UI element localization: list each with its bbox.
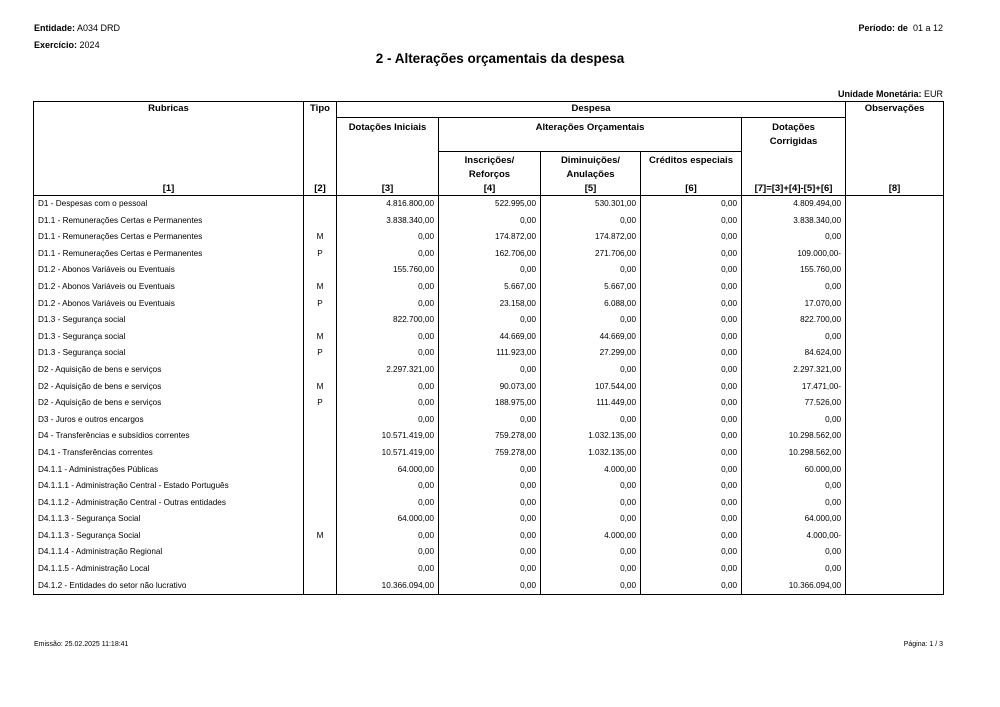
- cell-dotacoes-corrigidas: 0,00: [742, 478, 846, 495]
- cell-rubrica: D4.1.1.4 - Administração Regional: [34, 544, 304, 561]
- cell-creditos-especiais: 0,00: [641, 213, 742, 230]
- cell-dotacoes-iniciais: 822.700,00: [337, 312, 439, 329]
- cell-dotacoes-iniciais: 0,00: [337, 345, 439, 362]
- cell-creditos-especiais: 0,00: [641, 379, 742, 396]
- cell-tipo: [304, 196, 337, 213]
- table-row: [34, 561, 944, 578]
- page-title: 2 - Alterações orçamentais da despesa: [375, 51, 625, 66]
- cell-diminuicoes: 0,00: [541, 495, 641, 512]
- cell-inscricoes: 0,00: [439, 478, 541, 495]
- cell-rubrica: D4.1.1.1 - Administração Central - Estado Português: [34, 478, 304, 495]
- cell-inscricoes: 0,00: [439, 312, 541, 329]
- cell-dotacoes-iniciais: 0,00: [337, 279, 439, 296]
- header-inscricoes: [439, 152, 541, 183]
- header-empty: [34, 118, 304, 152]
- table-row: [34, 379, 944, 396]
- header-rubricas: Rubricas: [34, 102, 304, 118]
- header-alteracoes-orcamentais: Alterações Orçamentais: [439, 118, 742, 152]
- cell-creditos-especiais: 0,00: [641, 329, 742, 346]
- page-number: Página: 1 / 3: [903, 641, 943, 648]
- cell-tipo: [304, 412, 337, 429]
- cell-rubrica: D2 - Aquisição de bens e serviços: [34, 395, 304, 412]
- cell-dotacoes-iniciais: 10.571.419,00: [337, 428, 439, 445]
- table-row: [34, 312, 944, 329]
- header-dotacoes-iniciais: Dotações Iniciais: [337, 118, 439, 152]
- table-row: [34, 578, 944, 595]
- table-row: [34, 395, 944, 412]
- cell-inscricoes: 0,00: [439, 528, 541, 545]
- cell-inscricoes: 0,00: [439, 544, 541, 561]
- cell-diminuicoes: 5.667,00: [541, 279, 641, 296]
- cell-dotacoes-corrigidas: 109.000,00-: [742, 246, 846, 263]
- cell-dotacoes-corrigidas: 84.624,00: [742, 345, 846, 362]
- cell-dotacoes-corrigidas: 4.809.494,00: [742, 196, 846, 213]
- cell-rubrica: D2 - Aquisição de bens e serviços: [34, 362, 304, 379]
- table-row: [34, 246, 944, 263]
- cell-tipo: [304, 511, 337, 528]
- cell-observacoes: [846, 196, 944, 213]
- cell-creditos-especiais: 0,00: [641, 345, 742, 362]
- cell-dotacoes-iniciais: 155.760,00: [337, 262, 439, 279]
- cell-observacoes: [846, 279, 944, 296]
- cell-rubrica: D1.3 - Segurança social: [34, 312, 304, 329]
- cell-tipo: [304, 561, 337, 578]
- cell-observacoes: [846, 478, 944, 495]
- cell-inscricoes: 0,00: [439, 561, 541, 578]
- cell-creditos-especiais: 0,00: [641, 445, 742, 462]
- cell-tipo: [304, 262, 337, 279]
- col-index-4: [4]: [439, 182, 541, 196]
- cell-creditos-especiais: 0,00: [641, 544, 742, 561]
- cell-diminuicoes: 0,00: [541, 544, 641, 561]
- cell-diminuicoes: 27.299,00: [541, 345, 641, 362]
- header-dotacoes-corrigidas-l2: Corrigidas: [769, 136, 818, 147]
- cell-dotacoes-corrigidas: 10.298.562,00: [742, 445, 846, 462]
- cell-creditos-especiais: 0,00: [641, 279, 742, 296]
- table-row: [34, 495, 944, 512]
- cell-inscricoes: 5.667,00: [439, 279, 541, 296]
- cell-dotacoes-corrigidas: 64.000,00: [742, 511, 846, 528]
- cell-diminuicoes: 0,00: [541, 412, 641, 429]
- cell-rubrica: D4.1.1.5 - Administração Local: [34, 561, 304, 578]
- periodo-field: [858, 23, 943, 33]
- cell-tipo: [304, 495, 337, 512]
- cell-creditos-especiais: 0,00: [641, 428, 742, 445]
- cell-rubrica: D4.1 - Transferências correntes: [34, 445, 304, 462]
- cell-dotacoes-iniciais: 0,00: [337, 412, 439, 429]
- cell-tipo: [304, 544, 337, 561]
- periodo-label: Período: de: [858, 23, 908, 33]
- header-empty: [304, 118, 337, 152]
- cell-creditos-especiais: 0,00: [641, 578, 742, 595]
- cell-diminuicoes: 0,00: [541, 511, 641, 528]
- cell-tipo: [304, 362, 337, 379]
- table-row: [34, 445, 944, 462]
- cell-dotacoes-iniciais: 0,00: [337, 379, 439, 396]
- cell-inscricoes: 759.278,00: [439, 445, 541, 462]
- col-index-3: [3]: [337, 182, 439, 196]
- cell-dotacoes-iniciais: 0,00: [337, 561, 439, 578]
- cell-tipo: M: [304, 528, 337, 545]
- cell-dotacoes-corrigidas: 4.000,00-: [742, 528, 846, 545]
- cell-rubrica: D1.1 - Remunerações Certas e Permanentes: [34, 246, 304, 263]
- col-index-1: [1]: [34, 182, 304, 196]
- table-row: [34, 478, 944, 495]
- cell-tipo: P: [304, 345, 337, 362]
- cell-dotacoes-iniciais: 0,00: [337, 229, 439, 246]
- header-inscricoes-l1: Inscrições/: [464, 155, 515, 166]
- header-empty: [304, 152, 337, 183]
- table-row: [34, 329, 944, 346]
- cell-observacoes: [846, 213, 944, 230]
- cell-observacoes: [846, 395, 944, 412]
- cell-rubrica: D4.1.1.2 - Administração Central - Outras entidades: [34, 495, 304, 512]
- cell-dotacoes-iniciais: 3.838.340,00: [337, 213, 439, 230]
- cell-dotacoes-iniciais: 64.000,00: [337, 462, 439, 479]
- table-row: [34, 296, 944, 313]
- col-index-7: [7]=[3]+[4]-[5]+[6]: [742, 182, 846, 196]
- cell-diminuicoes: 530.301,00: [541, 196, 641, 213]
- cell-dotacoes-iniciais: 0,00: [337, 329, 439, 346]
- cell-observacoes: [846, 445, 944, 462]
- cell-inscricoes: 0,00: [439, 495, 541, 512]
- cell-tipo: M: [304, 229, 337, 246]
- cell-dotacoes-corrigidas: 10.298.562,00: [742, 428, 846, 445]
- cell-rubrica: D1 - Despesas com o pessoal: [34, 196, 304, 213]
- cell-creditos-especiais: 0,00: [641, 196, 742, 213]
- header-empty: [846, 152, 944, 183]
- table-row: [34, 528, 944, 545]
- table-row: [34, 279, 944, 296]
- cell-diminuicoes: 44.669,00: [541, 329, 641, 346]
- cell-diminuicoes: 107.544,00: [541, 379, 641, 396]
- header-diminuicoes: [541, 152, 641, 183]
- cell-rubrica: D1.2 - Abonos Variáveis ou Eventuais: [34, 296, 304, 313]
- cell-observacoes: [846, 312, 944, 329]
- cell-diminuicoes: 1.032.135,00: [541, 428, 641, 445]
- cell-observacoes: [846, 296, 944, 313]
- cell-tipo: M: [304, 379, 337, 396]
- cell-dotacoes-iniciais: 0,00: [337, 296, 439, 313]
- header-despesa: Despesa: [337, 102, 846, 118]
- cell-creditos-especiais: 0,00: [641, 312, 742, 329]
- cell-tipo: M: [304, 329, 337, 346]
- cell-diminuicoes: 0,00: [541, 478, 641, 495]
- cell-rubrica: D1.2 - Abonos Variáveis ou Eventuais: [34, 262, 304, 279]
- cell-observacoes: [846, 262, 944, 279]
- table-row: [34, 213, 944, 230]
- cell-observacoes: [846, 578, 944, 595]
- cell-dotacoes-corrigidas: 822.700,00: [742, 312, 846, 329]
- table-row: [34, 412, 944, 429]
- cell-tipo: [304, 428, 337, 445]
- cell-observacoes: [846, 462, 944, 479]
- header-tipo: Tipo: [304, 102, 337, 118]
- cell-observacoes: [846, 428, 944, 445]
- cell-tipo: P: [304, 296, 337, 313]
- entidade-value: A034 DRD: [77, 23, 121, 33]
- header-inscricoes-l2: Reforços: [468, 169, 511, 180]
- cell-observacoes: [846, 246, 944, 263]
- cell-creditos-especiais: 0,00: [641, 412, 742, 429]
- table-body: [34, 196, 944, 595]
- exercicio-field: [34, 40, 100, 50]
- cell-diminuicoes: 0,00: [541, 312, 641, 329]
- cell-dotacoes-iniciais: 10.571.419,00: [337, 445, 439, 462]
- cell-diminuicoes: 111.449,00: [541, 395, 641, 412]
- cell-creditos-especiais: 0,00: [641, 495, 742, 512]
- header-empty: [846, 118, 944, 152]
- cell-rubrica: D2 - Aquisição de bens e serviços: [34, 379, 304, 396]
- alteracoes-table: [33, 101, 944, 595]
- cell-dotacoes-corrigidas: 0,00: [742, 544, 846, 561]
- header-empty: [34, 152, 304, 183]
- col-index-5: [5]: [541, 182, 641, 196]
- cell-rubrica: D1.1 - Remunerações Certas e Permanentes: [34, 229, 304, 246]
- table-row: [34, 196, 944, 213]
- cell-inscricoes: 188.975,00: [439, 395, 541, 412]
- cell-rubrica: D4.1.2 - Entidades do setor não lucrativo: [34, 578, 304, 595]
- cell-tipo: [304, 445, 337, 462]
- cell-inscricoes: 0,00: [439, 578, 541, 595]
- cell-creditos-especiais: 0,00: [641, 246, 742, 263]
- cell-dotacoes-corrigidas: 77.526,00: [742, 395, 846, 412]
- col-index-2: [2]: [304, 182, 337, 196]
- cell-observacoes: [846, 544, 944, 561]
- cell-dotacoes-corrigidas: 10.366.094,00: [742, 578, 846, 595]
- emissao-timestamp: Emissão: 25.02.2025 11:18:41: [34, 641, 129, 648]
- cell-creditos-especiais: 0,00: [641, 528, 742, 545]
- cell-creditos-especiais: 0,00: [641, 511, 742, 528]
- exercicio-label: Exercício:: [34, 40, 78, 50]
- cell-tipo: [304, 578, 337, 595]
- cell-rubrica: D1.2 - Abonos Variáveis ou Eventuais: [34, 279, 304, 296]
- cell-dotacoes-iniciais: 0,00: [337, 544, 439, 561]
- cell-dotacoes-iniciais: 2.297.321,00: [337, 362, 439, 379]
- table-row: [34, 229, 944, 246]
- header-observacoes: Observações: [846, 102, 944, 118]
- periodo-value: 01 a 12: [912, 23, 943, 33]
- cell-tipo: [304, 312, 337, 329]
- cell-dotacoes-corrigidas: 0,00: [742, 329, 846, 346]
- header-diminuicoes-l1: Diminuições/: [560, 155, 621, 166]
- cell-diminuicoes: 0,00: [541, 213, 641, 230]
- cell-rubrica: D1.3 - Segurança social: [34, 329, 304, 346]
- cell-creditos-especiais: 0,00: [641, 262, 742, 279]
- cell-dotacoes-corrigidas: 0,00: [742, 561, 846, 578]
- table-row: [34, 428, 944, 445]
- col-index-8: [8]: [846, 182, 944, 196]
- table-row: [34, 362, 944, 379]
- cell-dotacoes-corrigidas: 3.838.340,00: [742, 213, 846, 230]
- header-creditos-especiais: Créditos especiais: [641, 152, 742, 183]
- cell-observacoes: [846, 329, 944, 346]
- cell-inscricoes: 111.923,00: [439, 345, 541, 362]
- cell-inscricoes: 0,00: [439, 462, 541, 479]
- cell-inscricoes: 522.995,00: [439, 196, 541, 213]
- cell-rubrica: D4 - Transferências e subsídios correntes: [34, 428, 304, 445]
- entidade-label: Entidade:: [34, 23, 76, 33]
- table-row: [34, 544, 944, 561]
- cell-creditos-especiais: 0,00: [641, 462, 742, 479]
- cell-dotacoes-iniciais: 0,00: [337, 495, 439, 512]
- cell-dotacoes-corrigidas: 0,00: [742, 279, 846, 296]
- cell-dotacoes-corrigidas: 17.471,00-: [742, 379, 846, 396]
- cell-inscricoes: 0,00: [439, 362, 541, 379]
- entidade-field: [34, 23, 120, 33]
- cell-dotacoes-corrigidas: 0,00: [742, 229, 846, 246]
- cell-inscricoes: 0,00: [439, 213, 541, 230]
- cell-dotacoes-corrigidas: 0,00: [742, 412, 846, 429]
- header-dotacoes-corrigidas: [742, 118, 846, 152]
- table-row: [34, 262, 944, 279]
- table-row: [34, 345, 944, 362]
- cell-dotacoes-iniciais: 4.816.800,00: [337, 196, 439, 213]
- cell-observacoes: [846, 362, 944, 379]
- exercicio-value: 2024: [79, 40, 100, 50]
- cell-rubrica: D3 - Juros e outros encargos: [34, 412, 304, 429]
- cell-inscricoes: 0,00: [439, 262, 541, 279]
- cell-tipo: [304, 462, 337, 479]
- header-empty: [337, 152, 439, 183]
- cell-inscricoes: 174.872,00: [439, 229, 541, 246]
- cell-dotacoes-iniciais: 10.366.094,00: [337, 578, 439, 595]
- cell-inscricoes: 23.158,00: [439, 296, 541, 313]
- unidade-monetaria: [838, 89, 943, 99]
- cell-dotacoes-corrigidas: 17.070,00: [742, 296, 846, 313]
- cell-observacoes: [846, 561, 944, 578]
- header-diminuicoes-l2: Anulações: [566, 169, 615, 180]
- cell-inscricoes: 44.669,00: [439, 329, 541, 346]
- cell-creditos-especiais: 0,00: [641, 478, 742, 495]
- cell-dotacoes-iniciais: 64.000,00: [337, 511, 439, 528]
- cell-diminuicoes: 0,00: [541, 578, 641, 595]
- cell-inscricoes: 90.073,00: [439, 379, 541, 396]
- cell-diminuicoes: 271.706,00: [541, 246, 641, 263]
- cell-dotacoes-iniciais: 0,00: [337, 246, 439, 263]
- cell-diminuicoes: 0,00: [541, 561, 641, 578]
- cell-rubrica: D4.1.1 - Administrações Públicas: [34, 462, 304, 479]
- cell-tipo: [304, 478, 337, 495]
- cell-inscricoes: 0,00: [439, 412, 541, 429]
- cell-dotacoes-corrigidas: 60.000,00: [742, 462, 846, 479]
- cell-observacoes: [846, 528, 944, 545]
- cell-tipo: [304, 213, 337, 230]
- cell-diminuicoes: 4.000,00: [541, 528, 641, 545]
- cell-dotacoes-corrigidas: 155.760,00: [742, 262, 846, 279]
- table-row: [34, 462, 944, 479]
- cell-rubrica: D1.3 - Segurança social: [34, 345, 304, 362]
- cell-observacoes: [846, 345, 944, 362]
- cell-tipo: P: [304, 395, 337, 412]
- cell-diminuicoes: 0,00: [541, 362, 641, 379]
- cell-observacoes: [846, 412, 944, 429]
- cell-dotacoes-iniciais: 0,00: [337, 395, 439, 412]
- cell-rubrica: D1.1 - Remunerações Certas e Permanentes: [34, 213, 304, 230]
- cell-rubrica: D4.1.1.3 - Segurança Social: [34, 511, 304, 528]
- unidade-value: EUR: [923, 89, 943, 99]
- cell-inscricoes: 162.706,00: [439, 246, 541, 263]
- cell-creditos-especiais: 0,00: [641, 362, 742, 379]
- cell-dotacoes-iniciais: 0,00: [337, 528, 439, 545]
- cell-observacoes: [846, 229, 944, 246]
- cell-dotacoes-corrigidas: 0,00: [742, 495, 846, 512]
- cell-observacoes: [846, 379, 944, 396]
- header-empty: [742, 152, 846, 183]
- unidade-label: Unidade Monetária:: [837, 89, 922, 99]
- cell-diminuicoes: 1.032.135,00: [541, 445, 641, 462]
- header-dotacoes-corrigidas-l1: Dotações: [772, 122, 815, 133]
- cell-tipo: M: [304, 279, 337, 296]
- cell-diminuicoes: 0,00: [541, 262, 641, 279]
- cell-creditos-especiais: 0,00: [641, 229, 742, 246]
- cell-inscricoes: 0,00: [439, 511, 541, 528]
- cell-observacoes: [846, 495, 944, 512]
- cell-inscricoes: 759.278,00: [439, 428, 541, 445]
- cell-diminuicoes: 174.872,00: [541, 229, 641, 246]
- cell-dotacoes-corrigidas: 2.297.321,00: [742, 362, 846, 379]
- cell-observacoes: [846, 511, 944, 528]
- cell-rubrica: D4.1.1.3 - Segurança Social: [34, 528, 304, 545]
- cell-diminuicoes: 4.000,00: [541, 462, 641, 479]
- cell-creditos-especiais: 0,00: [641, 395, 742, 412]
- col-index-6: [6]: [641, 182, 742, 196]
- cell-diminuicoes: 6.088,00: [541, 296, 641, 313]
- cell-creditos-especiais: 0,00: [641, 561, 742, 578]
- cell-dotacoes-iniciais: 0,00: [337, 478, 439, 495]
- cell-tipo: P: [304, 246, 337, 263]
- table-row: [34, 511, 944, 528]
- cell-creditos-especiais: 0,00: [641, 296, 742, 313]
